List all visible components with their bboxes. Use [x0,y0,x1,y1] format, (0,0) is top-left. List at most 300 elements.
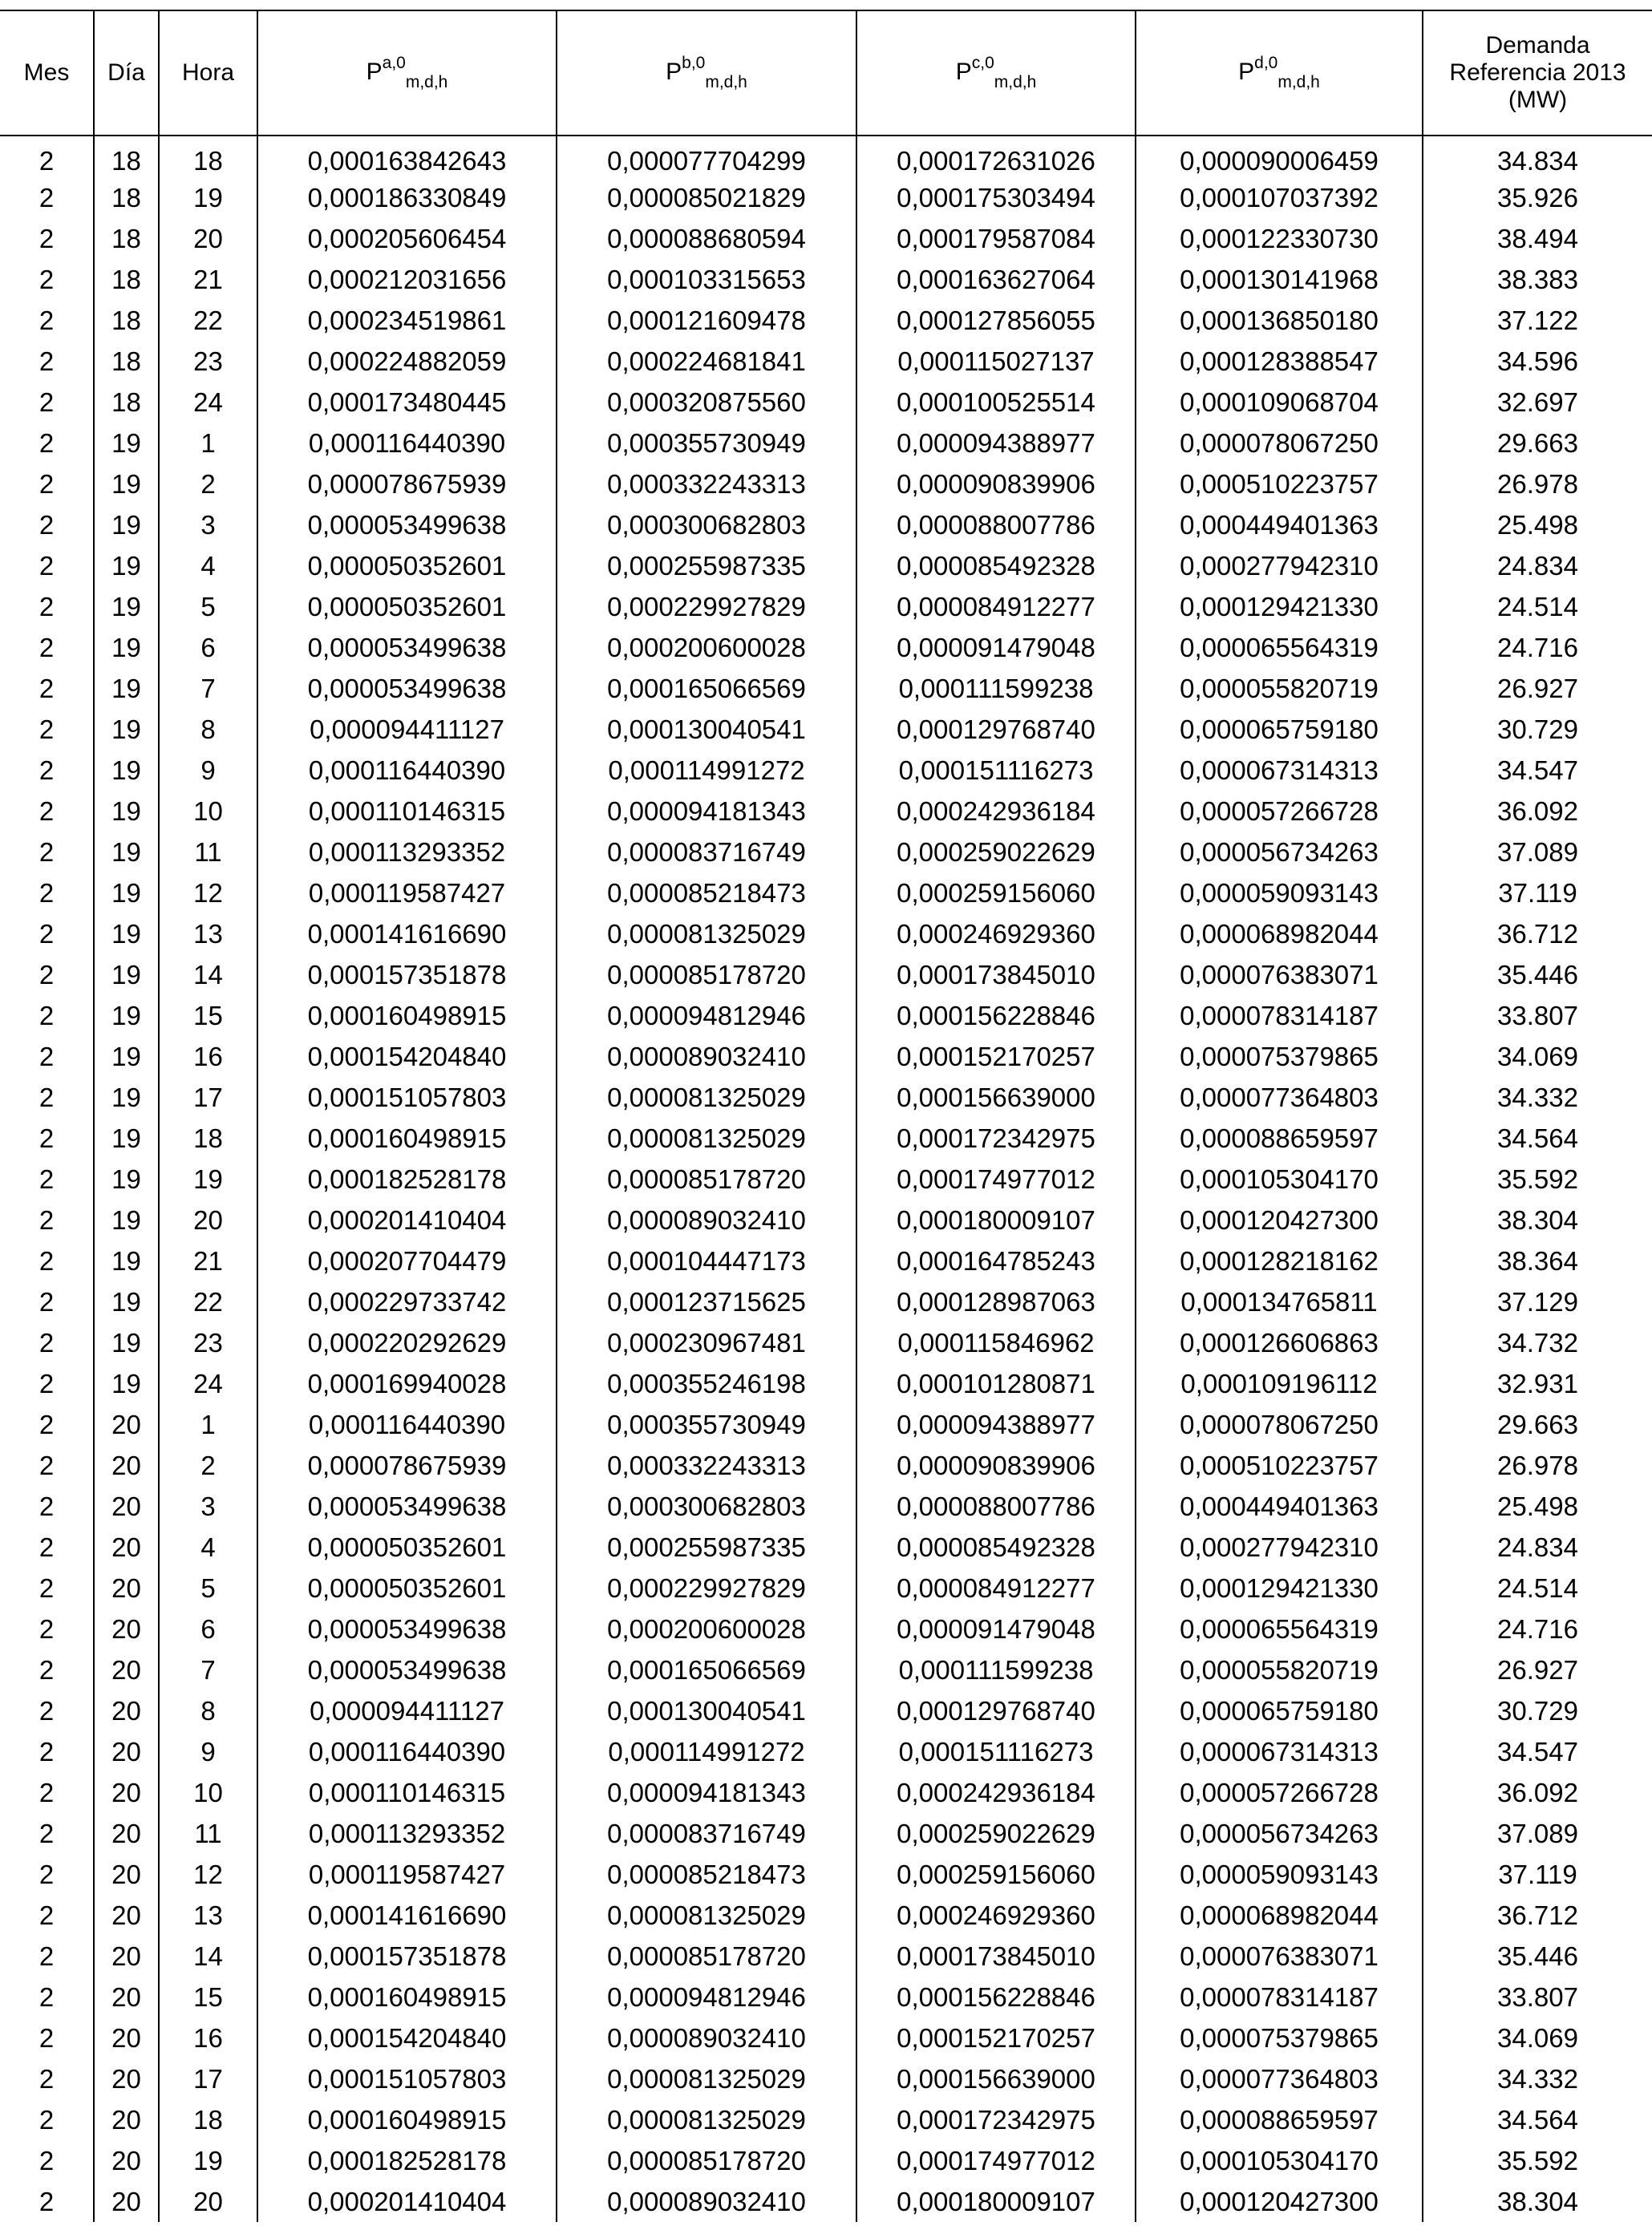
cell-pc: 0,000090839906 [856,463,1136,504]
table-body [0,136,1652,2222]
cell-pb: 0,000089032410 [557,1036,856,1077]
cell-pa: 0,000094411127 [257,709,557,750]
table-row [0,259,1652,300]
cell-pc: 0,000094388977 [856,423,1136,463]
cell-mes: 2 [38,1532,55,1562]
cell-demanda: 36.712 [1423,1895,1652,1936]
cell-hora: 16 [159,2018,257,2058]
cell-pc: 0,000259156060 [856,1854,1136,1895]
table-row [0,1609,1652,1649]
cell-hora: 9 [159,750,257,791]
cell-pc: 0,000151116273 [856,1731,1136,1772]
cell-demanda: 24.834 [1423,1527,1652,1568]
cell-demanda: 35.592 [1423,2140,1652,2181]
table-row [0,341,1652,382]
cell-pd: 0,000449401363 [1136,1486,1423,1527]
cell-pb: 0,000121609478 [557,300,856,341]
cell-dia: 19 [94,1077,159,1118]
cell-mes: 2 [38,305,55,335]
cell-pd: 0,000510223757 [1136,1445,1423,1486]
cell-mes: 2 [38,714,55,744]
cell-hora: 20 [159,1200,257,1240]
cell-demanda: 34.596 [1423,341,1652,382]
cell-pa: 0,000078675939 [257,463,557,504]
cell-mes: 2 [38,877,55,908]
cell-demanda: 25.498 [1423,504,1652,545]
header-pd-base: P [1238,59,1255,85]
cell-pd: 0,000129421330 [1136,1568,1423,1609]
cell-pb: 0,000085178720 [557,1159,856,1200]
cell-pc: 0,000172631026 [856,136,1136,177]
cell-pa: 0,000160498915 [257,1118,557,1159]
cell-mes: 2 [38,145,55,176]
table-row [0,586,1652,627]
table-row [0,2140,1652,2181]
cell-hora: 12 [159,872,257,913]
cell-pd: 0,000277942310 [1136,545,1423,586]
cell-demanda: 35.446 [1423,954,1652,995]
cell-mes: 2 [38,1695,55,1726]
cell-mes: 2 [38,1736,55,1767]
cell-hora: 17 [159,2058,257,2099]
cell-pd: 0,000056734263 [1136,1813,1423,1854]
cell-hora: 21 [159,1240,257,1281]
cell-pc: 0,000111599238 [856,668,1136,709]
cell-demanda: 38.304 [1423,2181,1652,2222]
cell-pd: 0,000107037392 [1136,177,1423,218]
cell-hora: 19 [159,177,257,218]
cell-demanda: 38.494 [1423,218,1652,259]
cell-pa: 0,000053499638 [257,1649,557,1690]
cell-pd: 0,000129421330 [1136,586,1423,627]
header-pb-sub: m,d,h [705,73,747,91]
cell-dia: 20 [94,1690,159,1731]
cell-hora: 22 [159,300,257,341]
cell-pa: 0,000182528178 [257,2140,557,2181]
table-row [0,300,1652,341]
cell-pc: 0,000180009107 [856,1200,1136,1240]
cell-pd: 0,000088659597 [1136,2099,1423,2140]
cell-dia: 18 [94,382,159,423]
cell-pd: 0,000088659597 [1136,1118,1423,1159]
cell-dia: 19 [94,1322,159,1363]
header-pa-sub: m,d,h [405,73,448,91]
cell-demanda: 26.978 [1423,463,1652,504]
header-pa-sup: a,0 [382,54,406,72]
cell-pa: 0,000154204840 [257,2018,557,2058]
cell-mes: 2 [38,1981,55,2012]
header-pc-sup: c,0 [971,54,994,72]
table-row [0,545,1652,586]
cell-dia: 20 [94,1568,159,1609]
cell-demanda: 36.092 [1423,1772,1652,1813]
cell-hora: 19 [159,1159,257,1200]
cell-demanda: 34.547 [1423,750,1652,791]
cell-pb: 0,000083716749 [557,832,856,872]
table-row [0,1200,1652,1240]
cell-mes: 2 [38,1654,55,1685]
cell-pb: 0,000085178720 [557,1936,856,1977]
table-row [0,1322,1652,1363]
cell-pc: 0,000088007786 [856,504,1136,545]
cell-hora: 5 [159,586,257,627]
cell-pb: 0,000123715625 [557,1281,856,1322]
table-row [0,1159,1652,1200]
cell-hora: 11 [159,1813,257,1854]
cell-pa: 0,000116440390 [257,423,557,463]
header-dia: Día [94,10,159,136]
cell-hora: 19 [159,2140,257,2181]
cell-pd: 0,000068982044 [1136,1895,1423,1936]
header-hora: Hora [159,10,257,136]
cell-hora: 10 [159,791,257,832]
cell-pd: 0,000056734263 [1136,832,1423,872]
cell-pa: 0,000110146315 [257,791,557,832]
cell-hora: 5 [159,1568,257,1609]
header-mes: Mes [0,10,94,136]
cell-pc: 0,000152170257 [856,2018,1136,2058]
cell-pb: 0,000094181343 [557,791,856,832]
cell-mes: 2 [38,1286,55,1317]
cell-pa: 0,000234519861 [257,300,557,341]
cell-mes: 2 [38,632,55,662]
cell-pa: 0,000205606454 [257,218,557,259]
cell-pb: 0,000165066569 [557,668,856,709]
cell-pc: 0,000156639000 [856,1077,1136,1118]
cell-demanda: 32.931 [1423,1363,1652,1404]
cell-mes: 2 [38,2063,55,2094]
cell-pa: 0,000182528178 [257,1159,557,1200]
cell-pd: 0,000057266728 [1136,791,1423,832]
header-pc [856,10,1136,136]
cell-demanda: 34.332 [1423,2058,1652,2099]
cell-mes: 2 [38,427,55,458]
cell-demanda: 34.547 [1423,1731,1652,1772]
table-row [0,627,1652,668]
cell-demanda: 35.446 [1423,1936,1652,1977]
cell-pb: 0,000230967481 [557,1322,856,1363]
cell-demanda: 34.564 [1423,2099,1652,2140]
cell-pb: 0,000085021829 [557,177,856,218]
table-row [0,382,1652,423]
cell-pb: 0,000355730949 [557,423,856,463]
cell-pa: 0,000053499638 [257,627,557,668]
cell-pb: 0,000104447173 [557,1240,856,1281]
cell-mes: 2 [38,1327,55,1358]
cell-mes: 2 [38,2022,55,2053]
cell-pa: 0,000173480445 [257,382,557,423]
cell-mes: 2 [38,2104,55,2135]
cell-pd: 0,000059093143 [1136,1854,1423,1895]
cell-dia: 18 [94,259,159,300]
cell-pd: 0,000126606863 [1136,1322,1423,1363]
cell-pd: 0,000078067250 [1136,1404,1423,1445]
cell-mes: 2 [38,1123,55,1153]
cell-hora: 15 [159,1977,257,2018]
cell-hora: 24 [159,382,257,423]
cell-pc: 0,000172342975 [856,2099,1136,2140]
cell-pc: 0,000128987063 [856,1281,1136,1322]
cell-pb: 0,000083716749 [557,1813,856,1854]
cell-hora: 7 [159,1649,257,1690]
cell-pb: 0,000255987335 [557,545,856,586]
header-pa [257,10,557,136]
cell-pb: 0,000355730949 [557,1404,856,1445]
cell-pc: 0,000088007786 [856,1486,1136,1527]
cell-mes: 2 [38,1409,55,1439]
cell-pb: 0,000081325029 [557,913,856,954]
cell-mes: 2 [38,1082,55,1112]
cell-dia: 19 [94,1118,159,1159]
cell-mes: 2 [38,1491,55,1521]
cell-pa: 0,000141616690 [257,913,557,954]
cell-hora: 18 [159,1118,257,1159]
cell-pd: 0,000105304170 [1136,2140,1423,2181]
cell-pd: 0,000130141968 [1136,259,1423,300]
cell-mes: 2 [38,1000,55,1030]
cell-pd: 0,000077364803 [1136,1077,1423,1118]
cell-hora: 17 [159,1077,257,1118]
table-row [0,791,1652,832]
table-row [0,463,1652,504]
cell-mes: 2 [38,1450,55,1480]
cell-pc: 0,000129768740 [856,709,1136,750]
cell-pa: 0,000160498915 [257,1977,557,2018]
table-row [0,995,1652,1036]
cell-mes: 2 [38,1368,55,1398]
cell-mes: 2 [38,468,55,499]
header-pb [557,10,856,136]
cell-pc: 0,000259156060 [856,872,1136,913]
cell-demanda: 37.119 [1423,1854,1652,1895]
cell-pd: 0,000120427300 [1136,2181,1423,2222]
table-row [0,2058,1652,2099]
cell-pb: 0,000085218473 [557,872,856,913]
cell-pd: 0,000068982044 [1136,913,1423,954]
table-row [0,1936,1652,1977]
cell-pa: 0,000094411127 [257,1690,557,1731]
cell-mes: 2 [38,182,55,212]
cell-mes: 2 [38,346,55,376]
cell-hora: 23 [159,1322,257,1363]
cell-hora: 1 [159,1404,257,1445]
table-row [0,709,1652,750]
cell-mes: 2 [38,1900,55,1930]
table-header [0,10,1652,136]
table-row [0,1527,1652,1568]
cell-pc: 0,000091479048 [856,1609,1136,1649]
cell-pb: 0,000224681841 [557,341,856,382]
table-row [0,668,1652,709]
table-row [0,1281,1652,1322]
cell-pa: 0,000050352601 [257,586,557,627]
cell-pa: 0,000207704479 [257,1240,557,1281]
cell-demanda: 33.807 [1423,995,1652,1036]
cell-pb: 0,000088680594 [557,218,856,259]
table-row [0,1854,1652,1895]
cell-pc: 0,000242936184 [856,1772,1136,1813]
cell-pb: 0,000081325029 [557,1077,856,1118]
cell-pb: 0,000332243313 [557,1445,856,1486]
cell-pc: 0,000174977012 [856,2140,1136,2181]
cell-demanda: 37.089 [1423,832,1652,872]
cell-demanda: 34.332 [1423,1077,1652,1118]
cell-pa: 0,000201410404 [257,2181,557,2222]
table-row [0,1118,1652,1159]
cell-dia: 19 [94,791,159,832]
cell-pc: 0,000164785243 [856,1240,1136,1281]
cell-hora: 4 [159,545,257,586]
cell-pd: 0,000065759180 [1136,709,1423,750]
cell-pd: 0,000065564319 [1136,1609,1423,1649]
cell-pb: 0,000081325029 [557,2099,856,2140]
cell-hora: 14 [159,954,257,995]
cell-hora: 21 [159,259,257,300]
table-row [0,2181,1652,2222]
cell-pa: 0,000151057803 [257,1077,557,1118]
cell-pd: 0,000449401363 [1136,504,1423,545]
cell-demanda: 35.592 [1423,1159,1652,1200]
cell-pd: 0,000057266728 [1136,1772,1423,1813]
cell-pa: 0,000212031656 [257,259,557,300]
cell-demanda: 25.498 [1423,1486,1652,1527]
cell-hora: 14 [159,1936,257,1977]
cell-pc: 0,000090839906 [856,1445,1136,1486]
table-row [0,1568,1652,1609]
cell-pb: 0,000165066569 [557,1649,856,1690]
cell-pb: 0,000089032410 [557,2018,856,2058]
cell-mes: 2 [38,1941,55,1971]
cell-pc: 0,000091479048 [856,627,1136,668]
cell-hora: 18 [159,2099,257,2140]
cell-demanda: 35.926 [1423,177,1652,218]
cell-pb: 0,000085218473 [557,1854,856,1895]
cell-demanda: 37.129 [1423,1281,1652,1322]
cell-pd: 0,000128388547 [1136,341,1423,382]
cell-pd: 0,000105304170 [1136,1159,1423,1200]
cell-mes: 2 [38,387,55,417]
cell-hora: 3 [159,504,257,545]
header-demanda [1423,10,1652,136]
cell-dia: 20 [94,2099,159,2140]
cell-demanda: 24.514 [1423,586,1652,627]
cell-pc: 0,000084912277 [856,1568,1136,1609]
table-row [0,1404,1652,1445]
cell-pd: 0,000277942310 [1136,1527,1423,1568]
table-row [0,1977,1652,2018]
cell-pc: 0,000152170257 [856,1036,1136,1077]
cell-dia: 19 [94,504,159,545]
cell-demanda: 34.069 [1423,2018,1652,2058]
table-row [0,1649,1652,1690]
cell-pa: 0,000078675939 [257,1445,557,1486]
cell-pc: 0,000156228846 [856,1977,1136,2018]
cell-pa: 0,000201410404 [257,1200,557,1240]
cell-pa: 0,000053499638 [257,668,557,709]
cell-dia: 19 [94,463,159,504]
cell-pc: 0,000085492328 [856,1527,1136,1568]
table-row [0,954,1652,995]
table-row [0,832,1652,872]
cell-pa: 0,000151057803 [257,2058,557,2099]
cell-pd: 0,000109196112 [1136,1363,1423,1404]
cell-mes: 2 [38,1859,55,1889]
cell-pa: 0,000157351878 [257,954,557,995]
cell-demanda: 29.663 [1423,423,1652,463]
cell-dia: 19 [94,423,159,463]
cell-pa: 0,000053499638 [257,1486,557,1527]
cell-demanda: 24.716 [1423,627,1652,668]
cell-dia: 19 [94,586,159,627]
cell-pd: 0,000077364803 [1136,2058,1423,2099]
cell-mes: 2 [38,918,55,949]
cell-mes: 2 [38,959,55,990]
cell-hora: 22 [159,1281,257,1322]
cell-pc: 0,000127856055 [856,300,1136,341]
cell-hora: 6 [159,627,257,668]
cell-dia: 18 [94,341,159,382]
cell-pd: 0,000075379865 [1136,1036,1423,1077]
cell-pb: 0,000229927829 [557,586,856,627]
cell-pd: 0,000059093143 [1136,872,1423,913]
cell-demanda: 37.089 [1423,1813,1652,1854]
cell-pa: 0,000119587427 [257,1854,557,1895]
cell-mes: 2 [38,2186,55,2216]
cell-dia: 20 [94,1404,159,1445]
cell-pd: 0,000120427300 [1136,1200,1423,1240]
cell-dia: 20 [94,1486,159,1527]
cell-mes: 2 [38,1777,55,1807]
cell-pd: 0,000076383071 [1136,1936,1423,1977]
cell-dia: 19 [94,954,159,995]
table-row [0,136,1652,177]
table-row [0,1445,1652,1486]
cell-pb: 0,000103315653 [557,259,856,300]
cell-pa: 0,000053499638 [257,1609,557,1649]
cell-dia: 20 [94,1527,159,1568]
cell-dia: 19 [94,872,159,913]
cell-dia: 19 [94,1036,159,1077]
cell-hora: 23 [159,341,257,382]
cell-pa: 0,000154204840 [257,1036,557,1077]
cell-pd: 0,000510223757 [1136,463,1423,504]
cell-pb: 0,000094812946 [557,1977,856,2018]
cell-mes: 2 [38,509,55,540]
cell-dia: 19 [94,1200,159,1240]
cell-demanda: 38.304 [1423,1200,1652,1240]
cell-pc: 0,000084912277 [856,586,1136,627]
demand-profile-table [0,10,1652,2222]
cell-pa: 0,000169940028 [257,1363,557,1404]
cell-dia: 20 [94,1445,159,1486]
cell-hora: 6 [159,1609,257,1649]
cell-mes: 2 [38,836,55,867]
cell-pb: 0,000300682803 [557,1486,856,1527]
cell-pa: 0,000053499638 [257,504,557,545]
cell-pa: 0,000116440390 [257,1404,557,1445]
cell-pb: 0,000089032410 [557,1200,856,1240]
cell-dia: 19 [94,1159,159,1200]
cell-dia: 20 [94,1936,159,1977]
cell-pc: 0,000094388977 [856,1404,1136,1445]
cell-hora: 13 [159,913,257,954]
cell-dia: 18 [94,177,159,218]
cell-pd: 0,000075379865 [1136,2018,1423,2058]
cell-hora: 13 [159,1895,257,1936]
cell-hora: 24 [159,1363,257,1404]
cell-mes: 2 [38,1572,55,1603]
cell-demanda: 36.092 [1423,791,1652,832]
